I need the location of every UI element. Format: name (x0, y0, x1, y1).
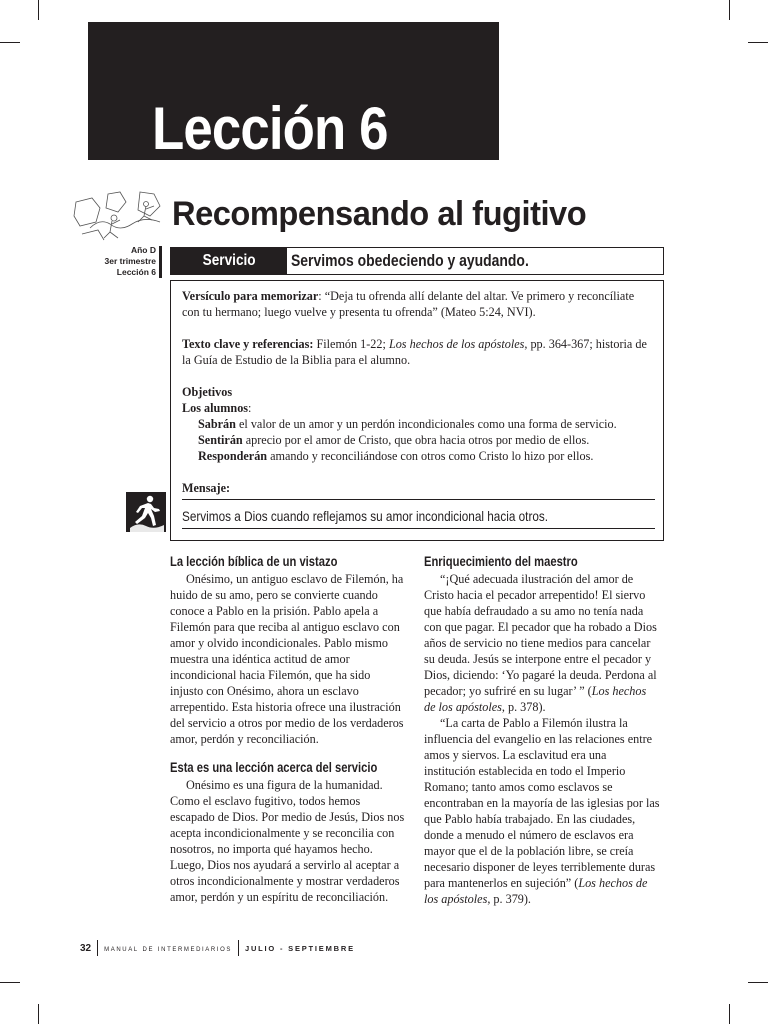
message-heading: Mensaje: (182, 481, 231, 495)
footer (80, 939, 355, 957)
objective-verb: Sabrán (198, 417, 236, 431)
memory-verse-label: Versículo para memorizar (182, 289, 319, 303)
service-label-text: Servicio (202, 252, 256, 269)
meta-year: Año D (130, 245, 156, 255)
service-bar (170, 247, 664, 275)
footer-divider (97, 940, 98, 956)
teacher-book-1: Los hechos de los apóstoles (424, 684, 647, 714)
overview-paragraph: Onésimo, un antiguo esclavo de Filemón, ha huido de su amo, pero se convierte cuando conoce a Pablo en la prisión. Pablo apela a Filemón para que reciba al antiguo esclavo con amor y olvido incondicionales. Pablo mismo muestra una idéntica actitud de amor incondicional hacia Filemón, que ha sido injusto con Onésimo, ahora un esclavo arrepentido. Esta historia ofrece una ilustración del servicio a otros por medio de los verdaderos amor, perdón y reconciliación. (170, 572, 404, 746)
message-rule-top (182, 499, 655, 500)
teacher-book-2: Los hechos de los apóstoles (424, 876, 648, 906)
info-content (182, 288, 654, 496)
teacher-quote-1: “¡Qué adecuada ilustración del amor de Cristo hacia el pecador arrepentido! El siervo que había defraudado a su amo no tenía nada con que pagar. El pecador que ha robado a Dios años de servicio no tiene medios para cancelar su deuda. Jesús se interpone entre el pecador y Dios, diciendo: ‘Yo pagaré la deuda. Perdona al pecador; yo sufriré en su lugar’ ” ( (424, 572, 657, 698)
key-text-book: Los hechos de los apóstoles (388, 337, 525, 351)
left-column (170, 553, 406, 905)
manual-name: manual de intermediarios (104, 943, 232, 953)
teacher-citation-2: , p. 379). (487, 892, 531, 906)
page-number: 32 (80, 942, 92, 954)
service-paragraph: Onésimo es una figura de la humanidad. Como el esclavo fugitivo, todos hemos escapado de Dios. Por medio de Jesús, Dios nos acepta incondicionalmente y se reconcilia con nosotros, no importa qué hayamos hecho. Luego, Dios nos ayudará a servirlo al aceptar a otros incondicionalmente y mostrar verdaderos amor, perdón y un espíritu de reconciliación. (170, 778, 405, 904)
teacher-quote-2: “La carta de Pablo a Filemón ilustra la influencia del evangelio en las relaciones entre amos y siervos. La esclavitud era una institución establecida en todo el Imperio Romano; tanto amos como esclavos se encontraban en la mayoría de las iglesias por las que Pablo había trabajado. En las ciudades, donde a menudo el número de esclavos era mayor que el de la población libre, se creía necesario disponer de leyes terriblemente duras para mantenerlos en sujeción” ( (424, 716, 660, 890)
service-label (171, 248, 287, 274)
crop-mark (748, 42, 768, 43)
footer-divider (238, 940, 239, 956)
sketch-illustration-icon (70, 188, 170, 250)
students-label (182, 400, 654, 416)
students-colon: : (248, 401, 252, 415)
objectives-label (182, 384, 654, 400)
publication-period: JULIO - SEPTIEMBRE (244, 943, 355, 953)
lesson-subtitle: Recompensando al fugitivo (172, 195, 587, 233)
students-heading: Los alumnos (182, 401, 249, 415)
message-rule-bottom (182, 528, 655, 529)
objective-verb: Sentirán (198, 433, 243, 447)
crop-mark (38, 0, 39, 20)
objective-verb: Responderán (198, 449, 268, 463)
key-text-label: Texto clave y referencias: (182, 337, 314, 351)
teacher-citation-1: , p. 378). (501, 700, 546, 714)
objective-feel (182, 432, 654, 448)
crop-mark (729, 0, 730, 20)
crop-mark (0, 982, 20, 983)
crop-mark (729, 1004, 730, 1024)
section-heading-service: Esta es una lección acerca del servicio (170, 759, 378, 775)
section-heading-overview: La lección bíblica de un vistazo (170, 553, 338, 569)
objectives-heading: Objetivos (182, 385, 233, 399)
message-label (182, 480, 654, 496)
objective-text: amando y reconciliándose con otros como Cristo lo hizo por ellos. (267, 449, 594, 463)
key-text (182, 336, 654, 368)
service-statement: Servimos obedeciendo y ayudando. (291, 251, 529, 270)
teacher-paragraph-2 (424, 715, 660, 907)
objective-know (182, 416, 654, 432)
crop-mark (0, 42, 20, 43)
teacher-paragraph-1 (424, 571, 660, 715)
key-text-rest: , pp. 364-367; historia de la Guía de Estudio de la Biblia para el alumno. (182, 337, 647, 367)
objective-respond (182, 448, 654, 464)
memory-verse-text: : “Deja tu ofrenda allí delante del altar. Ve primero y reconcíliate con tu hermano; luego vuelve y presenta tu ofrenda” (Mateo 5:24, NVI). (182, 289, 635, 319)
objective-text: aprecio por el amor de Cristo, que obra hacia otros por medio de ellos. (242, 433, 590, 447)
section-heading-teacher: Enriquecimiento del maestro (424, 553, 578, 569)
memory-verse (182, 288, 654, 320)
objective-text: el valor de un amor y un perdón incondicionales como una forma de servicio. (235, 417, 617, 431)
lesson-meta (100, 245, 156, 278)
meta-divider (159, 246, 162, 278)
meta-lesson: Lección 6 (116, 267, 156, 277)
right-column (424, 553, 660, 907)
info-box (170, 280, 664, 541)
key-text-refs: Filemón 1-22; (313, 337, 389, 351)
lesson-title: Lección 6 (152, 95, 388, 162)
crop-mark (38, 1004, 39, 1024)
meta-trimester: 3er trimestre (104, 256, 156, 266)
runner-icon (126, 492, 166, 532)
crop-mark (748, 982, 768, 983)
message-text: Servimos a Dios cuando reflejamos su amor incondicional hacia otros. (182, 508, 549, 524)
